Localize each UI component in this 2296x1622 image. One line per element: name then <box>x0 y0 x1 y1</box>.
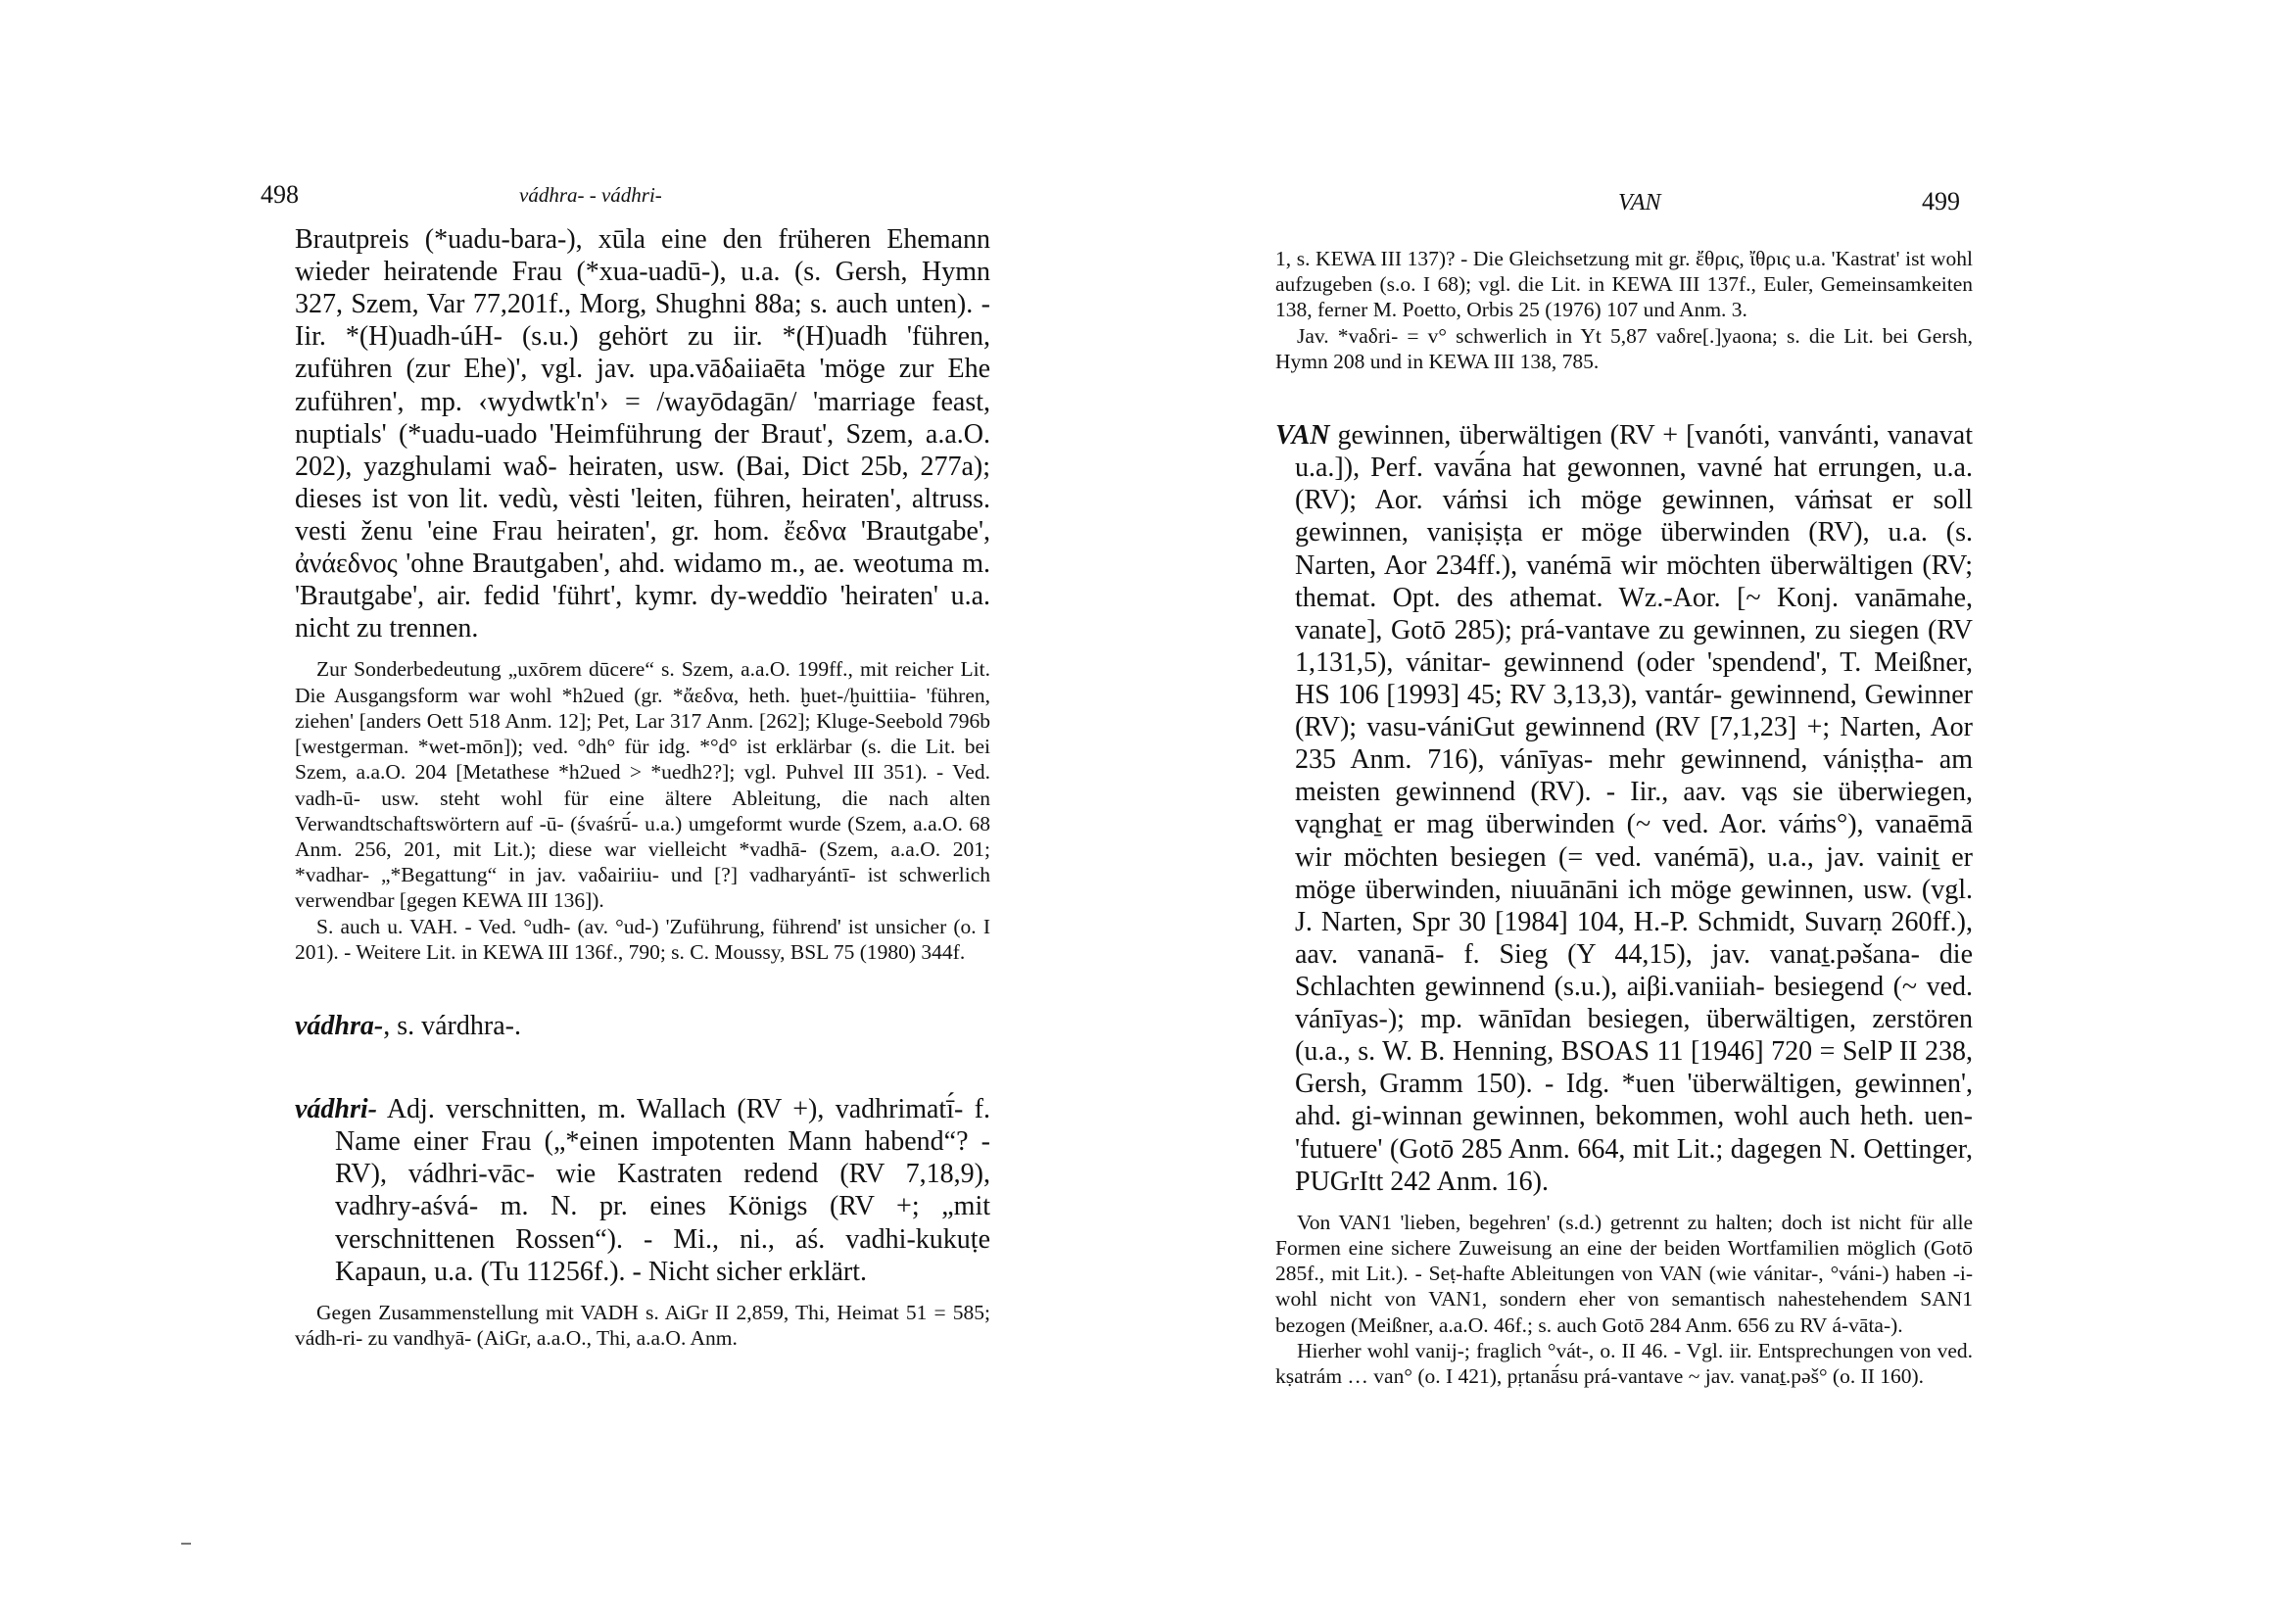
footnote-paragraph: Von VAN1 'lieben, begehren' (s.d.) getrennt zu halten; doch ist nicht für alle Formen eine sichere Zuweisung an eine der beiden Wortfamilien möglich (Gotō 285f., mit Lit.). - Seṭ-hafte Ableitungen von VAN (wie vánitar-, °váni-) haben -i- wohl nicht von VAN1, sondern eher von semantisch nahestehendem SAN1 bezogen (Meißner, a.a.O. 46f.; s. auch Gotō 284 Anm. 656 zu RV á-vāta-). <box>1275 1210 1973 1337</box>
dictionary-entry <box>1275 419 1973 1198</box>
running-head: VAN <box>1618 190 1661 215</box>
entry-text: , s. várdhra-. <box>383 1011 521 1042</box>
dictionary-entry <box>295 1093 990 1288</box>
right-page <box>1148 0 2296 1622</box>
right-column <box>1275 246 1973 1389</box>
scan-mark <box>181 1543 191 1545</box>
page-number: 498 <box>261 180 299 209</box>
footnote-paragraph: Gegen Zusammenstellung mit VADH s. AiGr II 2,859, Thi, Heimat 51 = 585; vádh-ri- zu vandhyā- (AiGr, a.a.O., Thi, a.a.O. Anm. <box>295 1300 990 1351</box>
footnote-paragraph: Zur Sonderbedeutung „uxōrem dūcere“ s. Szem, a.a.O. 199ff., mit reicher Lit. Die Ausgangsform war wohl *h2ued (gr. *ἄεδνα, heth. ḫuet-/ḫuittiia- 'führen, ziehen' [anders Oett 518 Anm. 12]; Pet, Lar 317 Anm. [262]; Kluge-Seebold 796b [westgerman. *wet-mōn]); ved. °dh° für idg. *°d° ist erklärbar (s. die Lit. bei Szem, a.a.O. 204 [Metathese *h2ued > *uedh2?]; vgl. Puhvel III 351). - Ved. vadh-ū- usw. steht wohl für eine ältere Ableitung, die nach alten Verwandtschaftswörtern auf -ū- (śvaśrū́- u.a.) umgeformt wurde (Szem, a.a.O. 68 Anm. 256, 201, mit Lit.); diese war vielleicht *vadhā- (Szem, a.a.O. 201; *vadhar- „*Begattung“ in jav. vaδairiiu- und [?] vadharyántī- ist schwerlich verwendbar [gegen KEWA III 136]). <box>295 657 990 913</box>
entry-lemma: vádhri- <box>295 1094 377 1125</box>
entry-lemma: vádhra- <box>295 1011 384 1042</box>
page-number: 499 <box>1922 187 1960 215</box>
running-head: vádhra- - vádhri- <box>519 183 662 207</box>
footnote-paragraph: Jav. *vaδri- = v° schwerlich in Yt 5,87 vaδre[.]yaona; s. die Lit. bei Gersh, Hymn 208 und in KEWA III 138, 785. <box>1275 323 1973 373</box>
footnote-paragraph: S. auch u. VAH. - Ved. °udh- (av. °ud-) 'Zuführung, führend' ist unsicher (o. I 201). - Weitere Lit. in KEWA III 136f., 790; s. C. Moussy, BSL 75 (1980) 344f. <box>295 914 990 964</box>
body-paragraph: Brautpreis (*uadu-bara-), xūla eine den früheren Ehemann wieder heiratende Frau (*xua-uadū-), u.a. (s. Gersh, Hymn 327, Szem, Var 77,201f., Morg, Shughni 88a; s. auch unten). - Iir. *(H)uadh-úH- (s.u.) gehört zu iir. *(H)uadh 'führen, zuführen (zur Ehe)', vgl. jav. upa.vāδaiiaēta 'möge zur Ehe zuführen', mp. ‹wydwtk'n'› = /wayōdagān/ 'marriage feast, nuptials' (*uadu-uado 'Heimführung der Braut', Szem, a.a.O. 202), yazghulami waδ- heiraten, usw. (Bai, Dict 25b, 277a); dieses ist von lit. vedù, vèsti 'leiten, führen, heiraten', altruss. vesti ženu 'eine Frau heiraten', gr. hom. ἔεδνα 'Brautgabe', ἀνάεδνος 'ohne Brautgaben', ahd. widamo m., ae. weotuma m. 'Brautgabe', air. fedid 'führt', kymr. dy-weddïo 'heiraten' u.a. nicht zu trennen. <box>295 224 990 644</box>
dictionary-entry <box>295 1010 990 1042</box>
footnote-paragraph: Hierher wohl vanij-; fraglich °vát-, o. II 46. - Vgl. iir. Entsprechungen von ved. kṣatrám … van° (o. I 421), pṛtanā́su prá-vantave ~ jav. vanaṯ.pəš° (o. II 160). <box>1275 1338 1973 1389</box>
entry-text: gewinnen, überwältigen (RV + [vanóti, vanvánti, vanavat u.a.]), Perf. vavā́na hat gewonnen, vavné hat errungen, u.a. (RV); Aor. váṁsi ich möge gewinnen, váṁsat er soll gewinnen, vaniṣiṣṭa er möge überwinden (RV), u.a. (s. Narten, Aor 234ff.), vanémā wir möchten überwältigen (RV; themat. Opt. des athemat. Wz.-Aor. [~ Konj. vanāmahe, vanate], Gotō 285); prá-vantave zu gewinnen, zu siegen (RV 1,131,5), vánitar- gewinnend (oder 'spendend', T. Meißner, HS 106 [1993] 45; RV 3,13,3), vantár- gewinnend, Gewinner (RV); vasu-vániGut gewinnend (RV [7,1,23] +; Narten, Aor 235 Anm. 716), vánīyas- mehr gewinnend, vániṣṭha- am meisten gewinnend (RV). - Iir., aav. vąs sie überwiegen, vąnghaṯ er mag überwinden (~ ved. Aor. váṁs°), vanaēmā wir möchten besiegen (= ved. vanémā), u.a., jav. vainiṯ er möge überwinden, niuuānāni ich möge gewinnen, usw. (vgl. J. Narten, Spr 30 [1984] 104, H.-P. Schmidt, Suvarṇ 260ff.), aav. vananā- f. Sieg (Y 44,15), jav. vanaṯ.pəšana- die Schlachten gewinnend (s.u.), aiβi.vaniiah- besiegend (~ ved. vánīyas-); mp. wānīdan besiegen, überwältigen, zerstören (u.a., s. W. B. Henning, BSOAS 11 [1946] 720 = SelP II 238, Gersh, Gramm 150). - Idg. *uen 'überwältigen, gewinnen', ahd. gi-winnan gewinnen, bekommen, wohl auch heth. uen- 'futuere' (Gotō 285 Anm. 664, mit Lit.; dagegen N. Oettinger, PUGrItt 242 Anm. 16). <box>1295 420 1973 1197</box>
footnote-paragraph: 1, s. KEWA III 137)? - Die Gleichsetzung mit gr. ἔθρις, ἴθρις u.a. 'Kastrat' ist wohl aufzugeben (s.o. I 68); vgl. die Lit. in KEWA III 137f., Euler, Gemeinsamkeiten 138, ferner M. Poetto, Orbis 25 (1976) 107 und Anm. 3. <box>1275 247 1973 322</box>
left-column <box>295 223 990 1351</box>
entry-text: Adj. verschnitten, m. Wallach (RV +), vadhrimatī́- f. Name einer Frau („*einen impotenten Mann habend“? - RV), vádhri-vāc- wie Kastraten redend (RV 7,18,9), vadhry-aśvá- m. N. pr. eines Königs (RV +; „mit verschnittenen Rossen“). - Mi., ni., aś. vadhi-kukuṭe Kapaun, u.a. (Tu 11256f.). - Nicht sicher erklärt. <box>335 1094 990 1287</box>
entry-lemma: VAN <box>1275 420 1330 452</box>
